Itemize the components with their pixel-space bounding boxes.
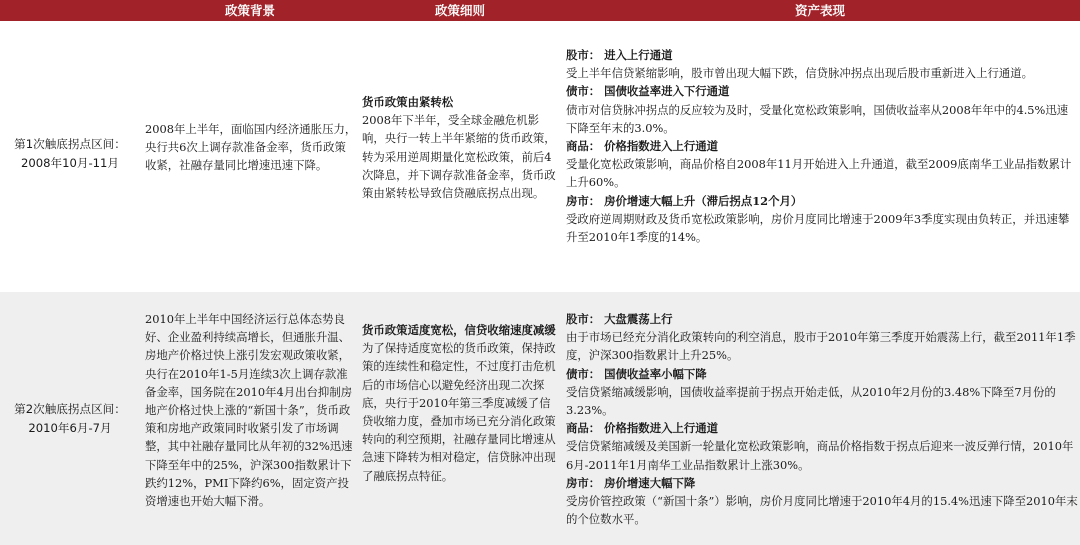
asset-title-housing: 房市： 房价增速大幅上升（滞后拐点12个月） — [566, 193, 803, 208]
detail-title: 货币政策适度宽松，信贷收缩速度减缓 — [362, 323, 556, 337]
asset-title-commodity: 商品： 价格指数进入上行通道 — [566, 421, 719, 436]
asset-title-commodity: 商品： 价格指数进入上行通道 — [566, 139, 719, 154]
detail-title: 货币政策由紧转松 — [362, 95, 454, 109]
asset-text-housing: 受政府逆周期财政及货币宽松政策影响，房价月度同比增速于2009年3季度实现由负转正，并迅速攀升至2010年1季度的14%。 — [566, 211, 1070, 245]
range-cell: 第2次触底拐点区间：2010年6月-7月 — [14, 402, 126, 435]
asset-text-commodity: 受信贷紧缩减缓及美国新一轮量化宽松政策影响，商品价格指数于拐点后迎来一波反弹行情，2010年6月-2011年1月南华工业品指数累计上涨30%。 — [566, 439, 1074, 472]
detail-cell — [362, 321, 560, 485]
assets-cell — [566, 310, 1078, 528]
asset-text-commodity: 受量化宽松政策影响，商品价格自2008年11月开始进入上升通道，截至2009底南华工业品指数累计上升60%。 — [566, 157, 1072, 190]
asset-title-stock: 股市： 进入上行通道 — [566, 48, 673, 62]
asset-title-bond: 债市： 国债收益率进入下行通道 — [566, 84, 730, 99]
asset-title-housing: 房市： 房价增速大幅下降 — [566, 475, 696, 490]
asset-text-housing: 受房价管控政策（“新国十条”）影响，房价月度同比增速于2010年4月的15.4%迅速下降至2010年末的个位数水平。 — [566, 494, 1078, 527]
range-cell: 第1次触底拐点区间：2008年10月-11月 — [14, 137, 126, 170]
background-cell: 2010年上半年中国经济运行总体态势良好、企业盈利持续高增长，但通胀升温、房地产价格过快上涨引发宏观政策收紧，央行在2010年1-5月连续3次上调存款准备金率，国务院在2010年4月出台抑制房地产价格过快上涨的“新国十条”，货币政策和房地产政策同时收紧引发了市场调整，其中社融存量同比从年初的32%迅速下降至年中的25%，沪深300指数累计下跌约12%，PMI下降约6%，固定资产投资增速也开始大幅下滑。 — [145, 312, 353, 509]
asset-text-bond: 债市对信贷脉冲拐点的反应较为及时，受量化宽松政策影响，国债收益率从2008年年中的4.5%迅速下降至年末的3.0%。 — [566, 102, 1069, 135]
table-row — [0, 21, 1080, 292]
asset-text-stock: 由于市场已经充分消化政策转向的利空消息，股市于2010年第三季度开始震荡上行，截至2011年1季度，沪深300指数累计上升25%。 — [566, 330, 1076, 363]
asset-title-bond: 债市： 国债收益率小幅下降 — [566, 366, 707, 381]
header-policy-background: 政策背景 — [224, 3, 275, 18]
detail-text: 2008年下半年，受全球金融危机影响，央行一转上半年紧缩的货币政策，转为采用逆周期量化宽松政策，前后4次降息，并下调存款准备金率，货币政策由紧转松导致信贷融底拐点出现。 — [362, 113, 556, 201]
asset-title-stock: 股市： 大盘震荡上行 — [566, 312, 673, 326]
header-policy-detail: 政策细则 — [434, 3, 485, 18]
asset-text-stock: 受上半年信贷紧缩影响，股市曾出现大幅下跌，信贷脉冲拐点出现后股市重新进入上行通道。 — [566, 66, 1034, 81]
table-row — [0, 292, 1080, 545]
table-header — [0, 0, 1080, 21]
assets-cell — [566, 46, 1078, 246]
asset-text-bond: 受信贷紧缩减缓影响，国债收益率提前于拐点开始走低，从2010年2月份的3.48%下降至7月份的3.23%。 — [566, 384, 1056, 418]
detail-text: 为了保持适度宽松的货币政策，保持政策的连续性和稳定性，不过度打击危机后的市场信心以避免经济出现二次探底，央行于2010年第三季度减缓了信贷收缩力度，叠加市场已充分消化政策转向的利空预期，社融存量同比增速从急速下降转为相对稳定，信贷脉冲出现了融底拐点特征。 — [362, 341, 556, 483]
background-cell: 2008年上半年，面临国内经济通胀压力，央行共6次上调存款准备金率，货币政策收紧，社融存量同比增速迅速下降。 — [145, 122, 357, 173]
header-asset-performance: 资产表现 — [794, 3, 845, 18]
detail-cell — [362, 93, 560, 202]
